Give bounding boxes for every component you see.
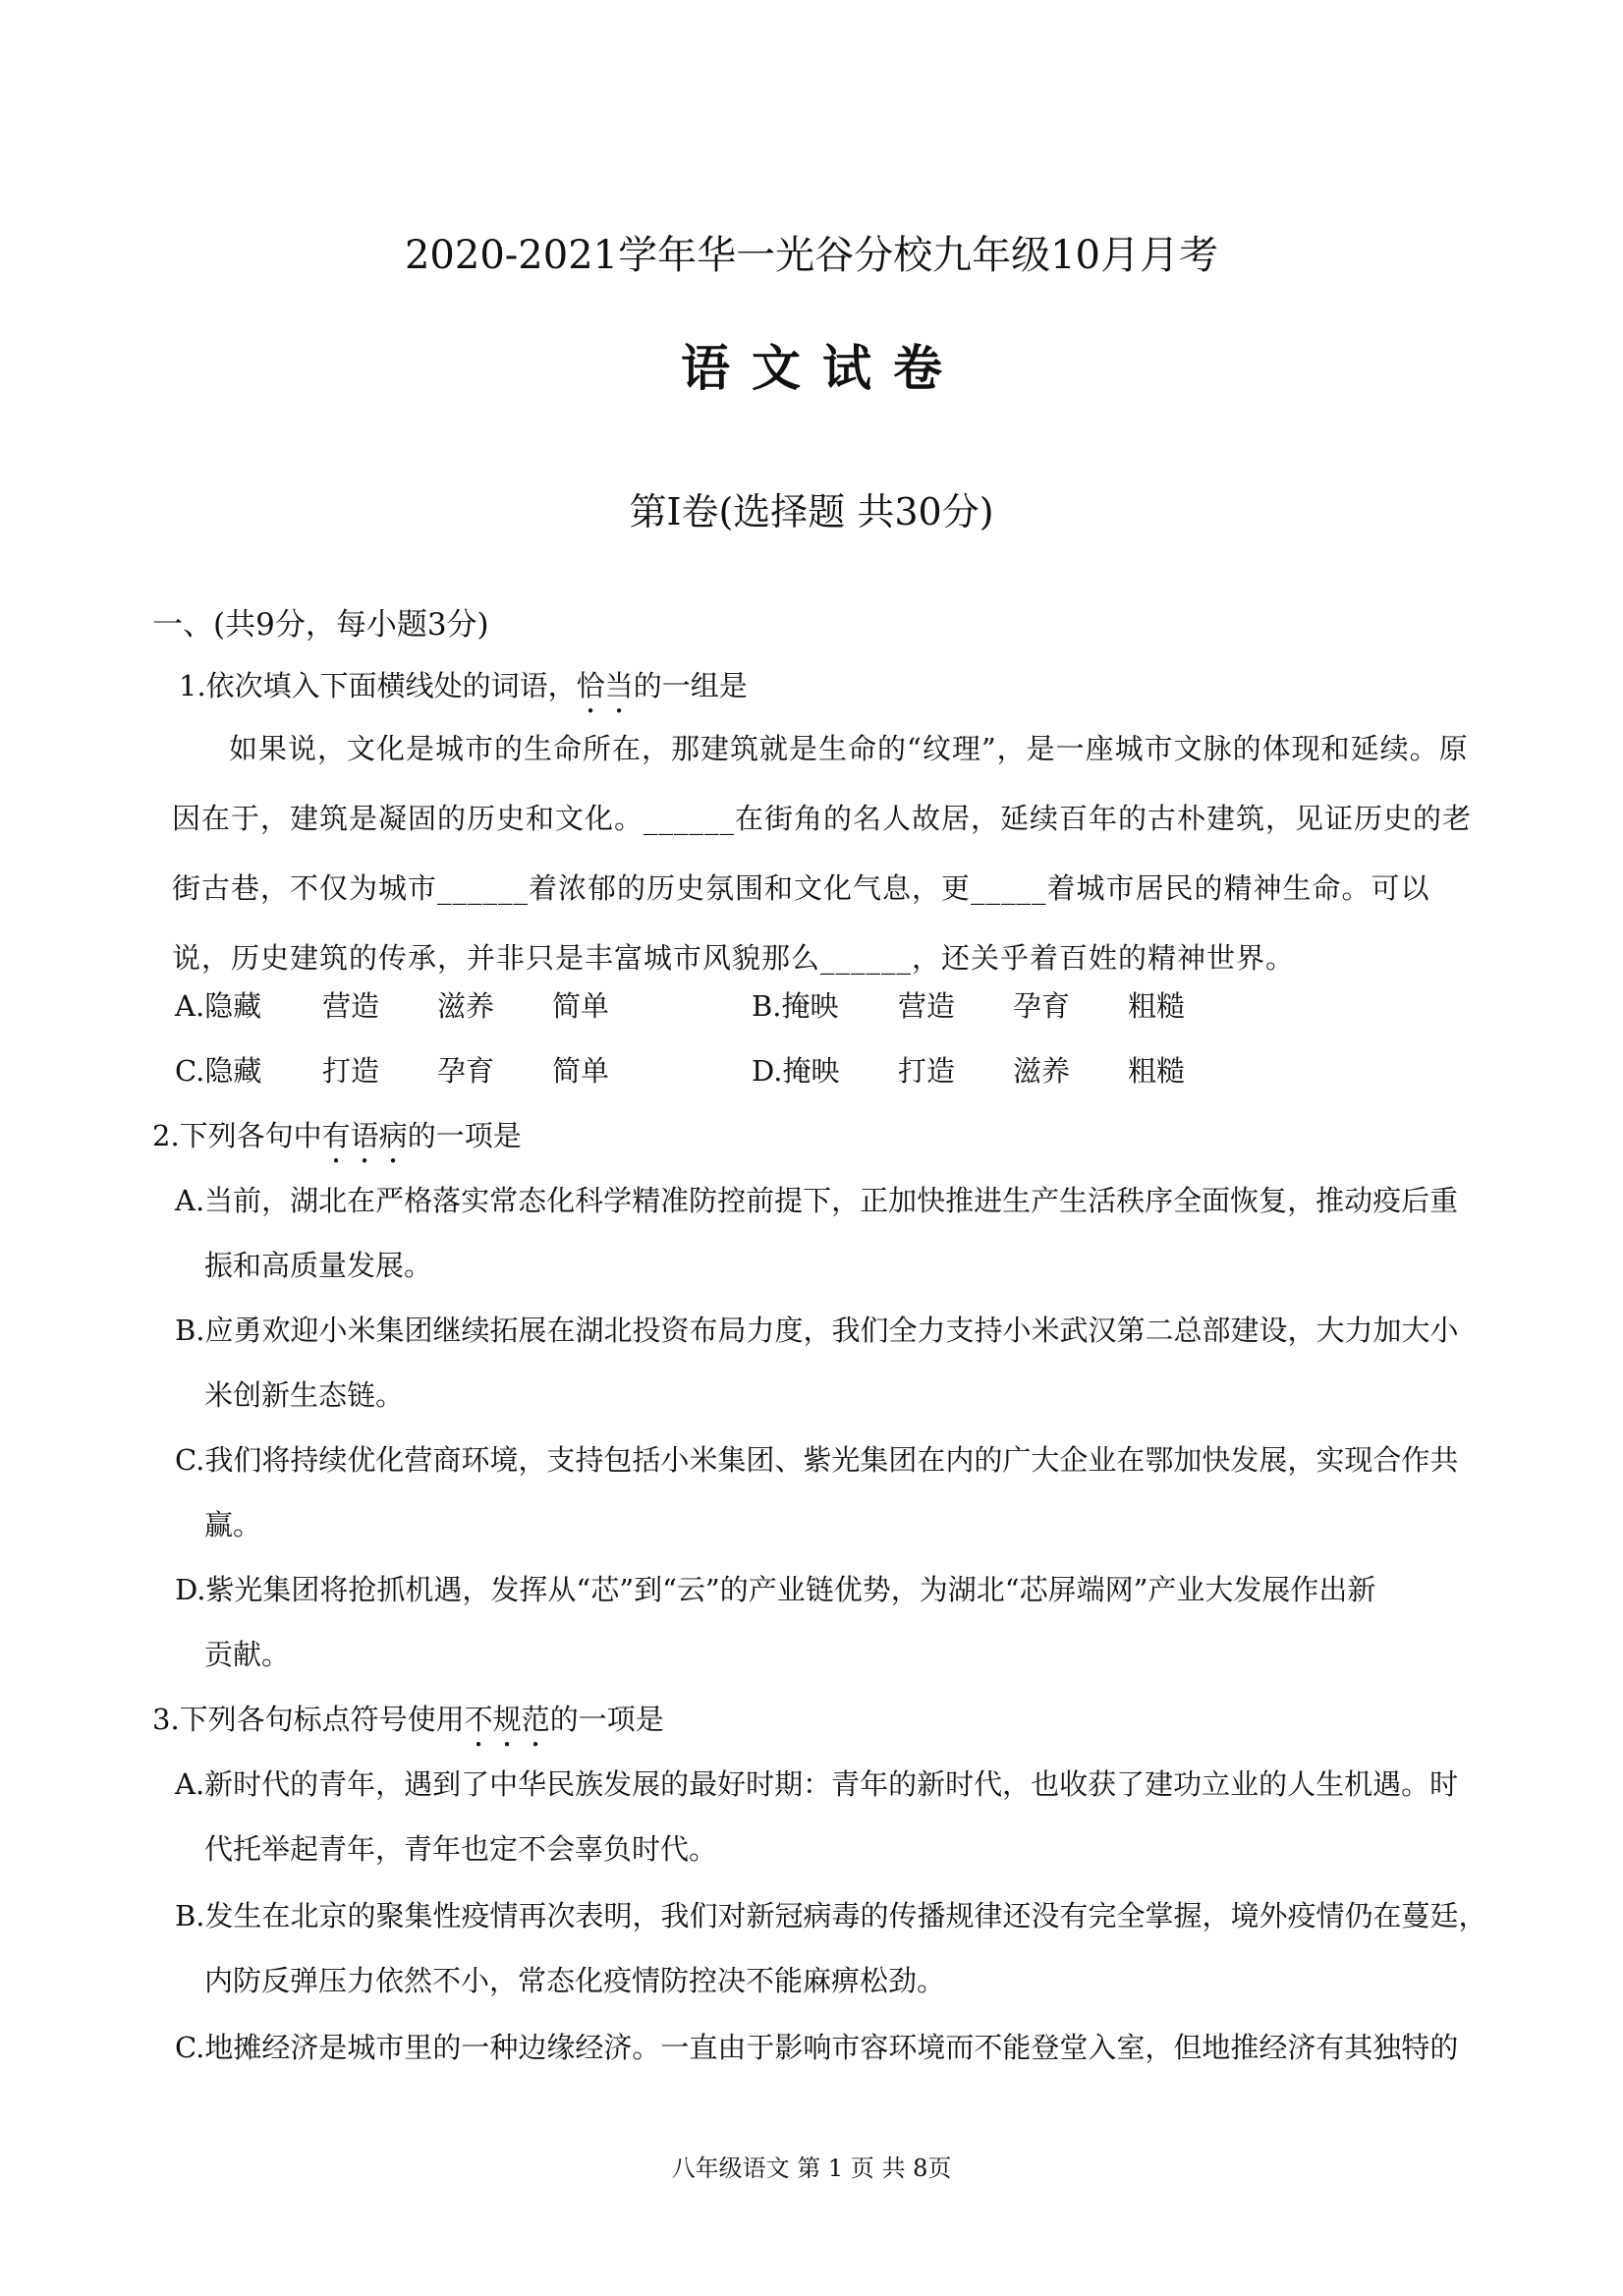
q3-option-c-line1: C.地摊经济是城市里的一种边缘经济。一直由于影响市容环境而不能登堂入室，但地推经济有其独特的 bbox=[175, 2031, 1459, 2064]
q1-option-word: 粗糙 bbox=[1128, 989, 1186, 1023]
question-1-passage: 如果说，文化是城市的生命所在，那建筑就是生命的“纹理”，是一座城市文脉的体现和延续。原因在于，建筑是凝固的历史和文化。______在街角的名人故居，延续百年的古朴建筑，见证历史的老街古巷，不仅为城市______着浓郁的历史氛围和文化气息，更_____着城市居民的精神生命。可以说，历史建筑的传承，并非只是丰富城市风貌那么______，还关乎着百姓的精神世界。 bbox=[172, 732, 1473, 975]
q2-option-a-line2: 振和高质量发展。 bbox=[204, 1249, 433, 1282]
q1-option-b: B.掩映 bbox=[752, 989, 839, 1023]
q1-option-word: 营造 bbox=[322, 989, 380, 1023]
q2-option-c-line2: 赢。 bbox=[204, 1508, 262, 1541]
q3-option-b-line2: 内防反弹压力依然不小，常态化疫情防控决不能麻痹松劲。 bbox=[204, 1964, 946, 1997]
q1-option-word: 打造 bbox=[322, 1054, 380, 1088]
question-3-stem: 3.下列各句标点符号使用不规范的一项是 bbox=[152, 1703, 664, 1736]
q2-option-b-line2: 米创新生态链。 bbox=[204, 1378, 405, 1412]
emphasis-word: 恰当 bbox=[576, 669, 634, 702]
q1-option-word: 营造 bbox=[898, 989, 956, 1023]
q2-option-d-line1: D.紫光集团将抢抓机遇，发挥从“芯”到“云”的产业链优势，为湖北“芯屏端网”产业大发展作出新 bbox=[175, 1573, 1376, 1606]
q1-option-d: D.掩映 bbox=[752, 1054, 840, 1088]
q2-option-b-line1: B.应勇欢迎小米集团继续拓展在湖北投资布局力度，我们全力支持小米武汉第二总部建设，大力加大小 bbox=[175, 1314, 1459, 1347]
emphasis-word: 有语病 bbox=[321, 1119, 408, 1152]
q1-option-a: A.隐藏 bbox=[175, 989, 262, 1023]
q1-option-c: C.隐藏 bbox=[175, 1054, 262, 1088]
question-2-stem: 2.下列各句中有语病的一项是 bbox=[152, 1119, 522, 1152]
q1-option-word: 孕育 bbox=[437, 1054, 495, 1088]
q3-option-a-line2: 代托举起青年，青年也定不会辜负时代。 bbox=[204, 1832, 718, 1866]
q3-option-b-line1: B.发生在北京的聚集性疫情再次表明，我们对新冠病毒的传播规律还没有完全掌握，境外疫情仍在蔓廷， bbox=[175, 1899, 1487, 1932]
page-footer: 八年级语文 第 1 页 共 8页 bbox=[671, 2155, 952, 2182]
question-1-stem: 1.依次填入下面横线处的词语，恰当的一组是 bbox=[179, 669, 748, 702]
q1-option-word: 简单 bbox=[552, 1054, 610, 1088]
q1-option-word: 简单 bbox=[552, 989, 610, 1023]
q3-option-a-line1: A.新时代的青年，遇到了中华民族发展的最好时期：青年的新时代，也收获了建功立业的人生机遇。时 bbox=[175, 1767, 1459, 1801]
q2-option-d-line2: 贡献。 bbox=[204, 1638, 291, 1671]
subject-title: 语文试卷 bbox=[681, 339, 964, 397]
exam-title: 2020-2021学年华一光谷分校九年级10月月考 bbox=[404, 233, 1218, 278]
section-heading: 一、(共9分，每小题3分) bbox=[152, 607, 489, 643]
q2-option-c-line1: C.我们将持续优化营商环境，支持包括小米集团、紫光集团在内的广大企业在鄂加快发展，实现合作共 bbox=[175, 1443, 1459, 1477]
q1-option-word: 滋养 bbox=[437, 989, 495, 1023]
q1-option-word: 孕育 bbox=[1013, 989, 1071, 1023]
q1-option-word: 滋养 bbox=[1013, 1054, 1071, 1088]
q1-option-word: 打造 bbox=[898, 1054, 956, 1088]
q1-option-word: 粗糙 bbox=[1128, 1054, 1186, 1088]
part-title: 第Ⅰ卷(选择题 共30分) bbox=[629, 490, 994, 533]
emphasis-word: 不规范 bbox=[464, 1703, 550, 1736]
q2-option-a-line1: A.当前，湖北在严格落实常态化科学精准防控前提下，正加快推进生产生活秩序全面恢复，推动疫后重 bbox=[175, 1184, 1459, 1217]
